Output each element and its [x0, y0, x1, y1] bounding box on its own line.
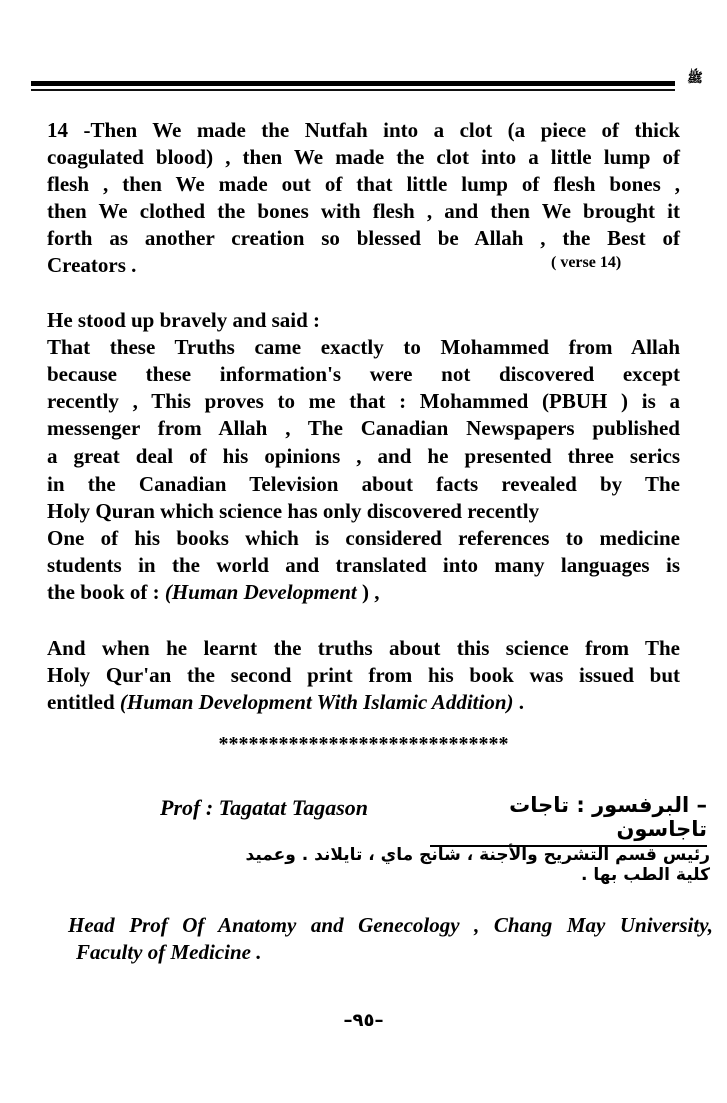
- text: .: [513, 690, 524, 714]
- verse-line: coagulated blood) , then We made the clot into a little lump of: [47, 145, 680, 169]
- verse-line: Creators .: [47, 253, 137, 277]
- body-line: And when he learnt the truths about this science from The: [47, 636, 680, 660]
- book-title: (Human Development With Islamic Addition): [119, 690, 514, 714]
- body-line: He stood up bravely and said :: [47, 308, 321, 332]
- separator: *****************************: [218, 733, 509, 755]
- text: ) ,: [356, 580, 380, 604]
- book-title: (Human Development: [164, 580, 357, 604]
- verse-line: then We clothed the bones with flesh , and then We brought it: [47, 199, 680, 223]
- body-line: a great deal of his opinions , and he presented three serics: [47, 444, 680, 468]
- page-number: –٩٥–: [343, 1010, 384, 1031]
- body-line: One of his books which is considered references to medicine: [47, 526, 680, 550]
- body-line: in the Canadian Television about facts revealed by The: [47, 472, 680, 496]
- header-rule-thin: [31, 89, 675, 91]
- author-title-en: Faculty of Medicine .: [76, 940, 262, 964]
- body-line: Holy Quran which science has only discovered recently: [47, 499, 540, 523]
- verse-line: 14 -Then We made the Nutfah into a clot (a piece of thick: [47, 118, 680, 142]
- calligraphy-seal-icon: ﷺ: [687, 71, 703, 86]
- author-title-ar: رئيس قسم التشريح والأجنة ، شانج ماي ، تايلاند . وعميد كلية الطب بها .: [245, 845, 710, 885]
- header-rule: [31, 81, 675, 86]
- author-name-en: Prof : Tagatat Tagason: [160, 795, 369, 820]
- author-title-en: Head Prof Of Anatomy and Genecology , Chang May University,: [68, 913, 713, 937]
- body-line: [47, 579, 680, 605]
- verse-line: flesh , then We made out of that little lump of flesh bones ,: [47, 172, 680, 196]
- author-name-ar: – البرفسور : تاجات تاجاسون: [430, 793, 707, 847]
- body-line: Holy Qur'an the second print from his book was issued but: [47, 663, 680, 687]
- body-line: recently , This proves to me that : Mohammed (PBUH ) is a: [47, 389, 680, 413]
- verse-line: forth as another creation so blessed be Allah , the Best of: [47, 226, 680, 250]
- text: entitled: [47, 690, 120, 714]
- body-line: messenger from Allah , The Canadian Newspapers published: [47, 416, 680, 440]
- body-line: That these Truths came exactly to Mohammed from Allah: [47, 335, 680, 359]
- body-line: because these information's were not discovered except: [47, 362, 680, 386]
- body-line: [47, 689, 680, 715]
- verse-reference: ( verse 14): [551, 254, 622, 271]
- text: the book of :: [47, 580, 165, 604]
- body-line: students in the world and translated into many languages is: [47, 553, 680, 577]
